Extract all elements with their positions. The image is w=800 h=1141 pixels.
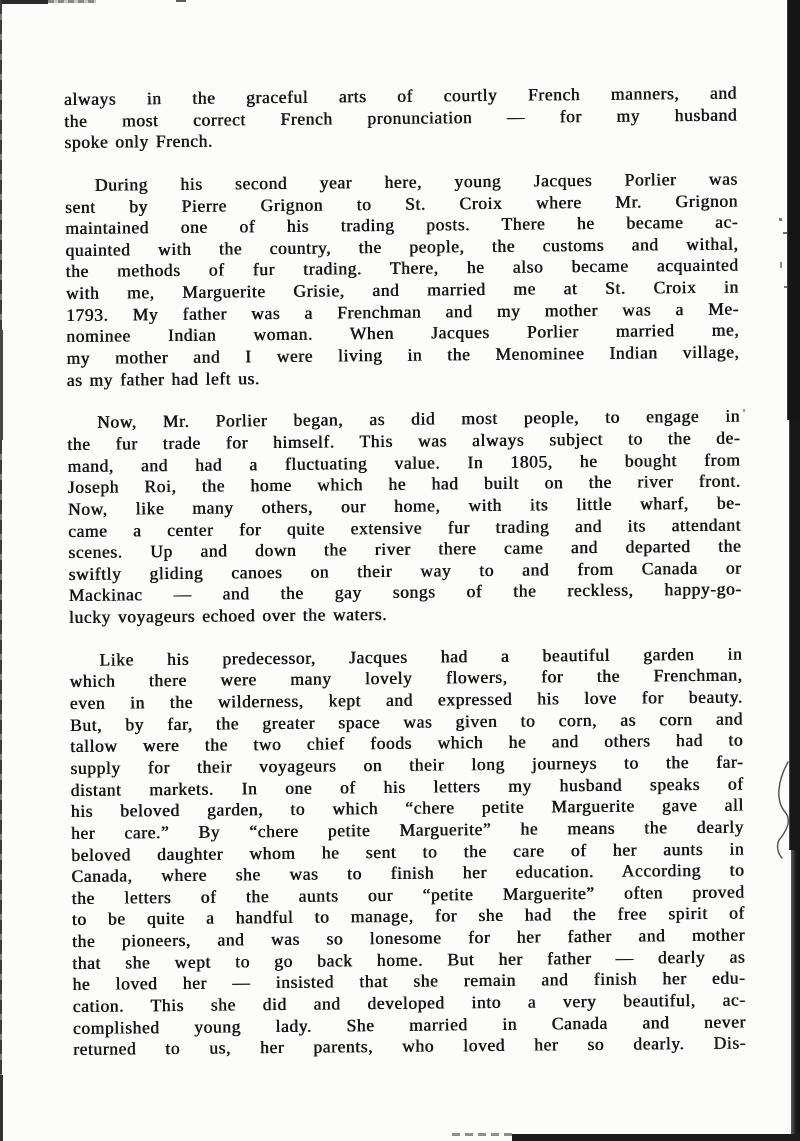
text-line: that she wept to go back home. But her father — dearly as [72,946,746,973]
text-line: to be quite a handful to manage, for she had the free spirit of [71,902,746,930]
text-line: her care.” By “chere petite Marguerite” he means the dearly [71,816,745,843]
page-body-text [64,83,746,1061]
text-line: scenes. Up and down the river there came and departed the [68,535,742,563]
text-line: 1793. My father was a Frenchman and my mother was a Me- [66,298,740,325]
scan-artifact-bottom-edge-gray [452,1133,514,1136]
scan-artifact-squiggle [770,758,796,862]
text-line: But, by far, the greater space was given to corn, as corn and [70,708,744,735]
text-line: During his second year here, young Jacques Porlier was [94,168,738,195]
scan-artifact-right-edge-strip-top [787,0,800,420]
text-line: he loved her — insisted that she remain and finish her edu- [72,967,746,995]
text-line: sent by Pierre Grignon to St. Croix where Mr. Grignon [65,190,739,217]
text-line: as my father had left us. [66,367,261,390]
scan-artifact-speck [784,286,787,288]
text-line: supply for their voyageurs on their long journeys to the far- [70,751,744,778]
text-line: Now, Mr. Porlier began, as did most people, to engage in [97,405,741,433]
scan-artifact-bottom-edge-dark [512,1134,800,1141]
scan-artifact-speck [783,232,787,234]
text-line: came a center for quite extensive fur trading and its attendant [68,514,742,541]
text-line: distant markets. In one of his letters my husband speaks of [70,773,744,800]
text-line: Now, like many others, our home, with its little wharf, be- [67,492,742,519]
text-line: swiftly gliding canoes on their way to and from Canada or [68,557,742,584]
text-line: his beloved garden, to which “chere petite Marguerite gave all [70,794,744,822]
text-line: cation. This she did and developed into a very beautiful, ac- [72,989,746,1016]
text-line: returned to us, her parents, who loved her so dearly. Dis- [73,1032,747,1060]
text-line: my mother and I were living in the Menominee Indian village, [66,341,740,369]
text-line: quainted with the country, the people, the customs and withal, [65,233,739,260]
text-line: even in the wilderness, kept and expressed his love for beauty. [69,686,743,713]
text-line: complished young lady. She married in Canada and never [72,1011,747,1038]
text-line: Joseph Roi, the home which he had built on the river front. [67,470,741,498]
paragraph [64,83,738,154]
text-line: nominee Indian woman. When Jacques Porlier married me, [66,319,740,347]
scan-artifact-top-edge-dark [0,0,48,4]
scan-artifact-right-edge-strip-mid [789,420,800,850]
text-line: tallow were the two chief foods which he and others had to [70,729,744,757]
scan-artifact-top-dash [176,0,186,2]
paragraph [67,406,742,629]
text-line: lucky voyageurs echoed over the waters. [68,604,388,628]
text-line: beloved daughter whom he sent to the care of her aunts in [71,838,745,865]
scan-artifact-speck [743,409,745,412]
text-line: Like his predecessor, Jacques had a beautiful garden in [99,643,743,670]
text-line: the fur trade for himself. This was always subject to the de- [67,427,741,454]
scan-artifact-right-edge-strip-bottom [791,850,800,1141]
text-line: mand, and had a fluctuating value. In 1805, he bought from [67,449,741,476]
text-line: always in the graceful arts of courtly French manners, and [64,82,738,109]
text-line: Mackinac — and the gay songs of the reckless, happy-go- [68,578,742,606]
scan-artifact-speck [780,262,782,268]
scan-artifact-left-edge-blob [0,330,3,440]
text-line: Canada, where she was to finish her education. According to [71,859,745,887]
text-line: maintained one of his trading posts. There he became ac- [65,211,739,239]
scan-artifact-speck [779,218,782,221]
text-line: the methods of fur trading. There, he also became acquainted [65,255,739,282]
paragraph [69,643,746,1061]
text-line: the letters of the aunts our “petite Marguerite” often proved [71,881,745,908]
text-line: spoke only French. [64,130,214,153]
scan-artifact-left-bottom-blob [0,1075,3,1141]
scan-artifact-top-edge-gray [48,0,96,3]
text-line: the pioneers, and was so lonesome for her father and mother [72,924,746,952]
text-line: with me, Marguerite Grisie, and married me at St. Croix in [65,276,740,304]
paragraph [65,168,740,391]
scan-artifact-left-edge-line [0,0,2,1141]
text-line: which there were many lovely flowers, for the Frenchman, [69,664,743,692]
text-line: the most correct French pronunciation — for my husband [64,104,738,131]
